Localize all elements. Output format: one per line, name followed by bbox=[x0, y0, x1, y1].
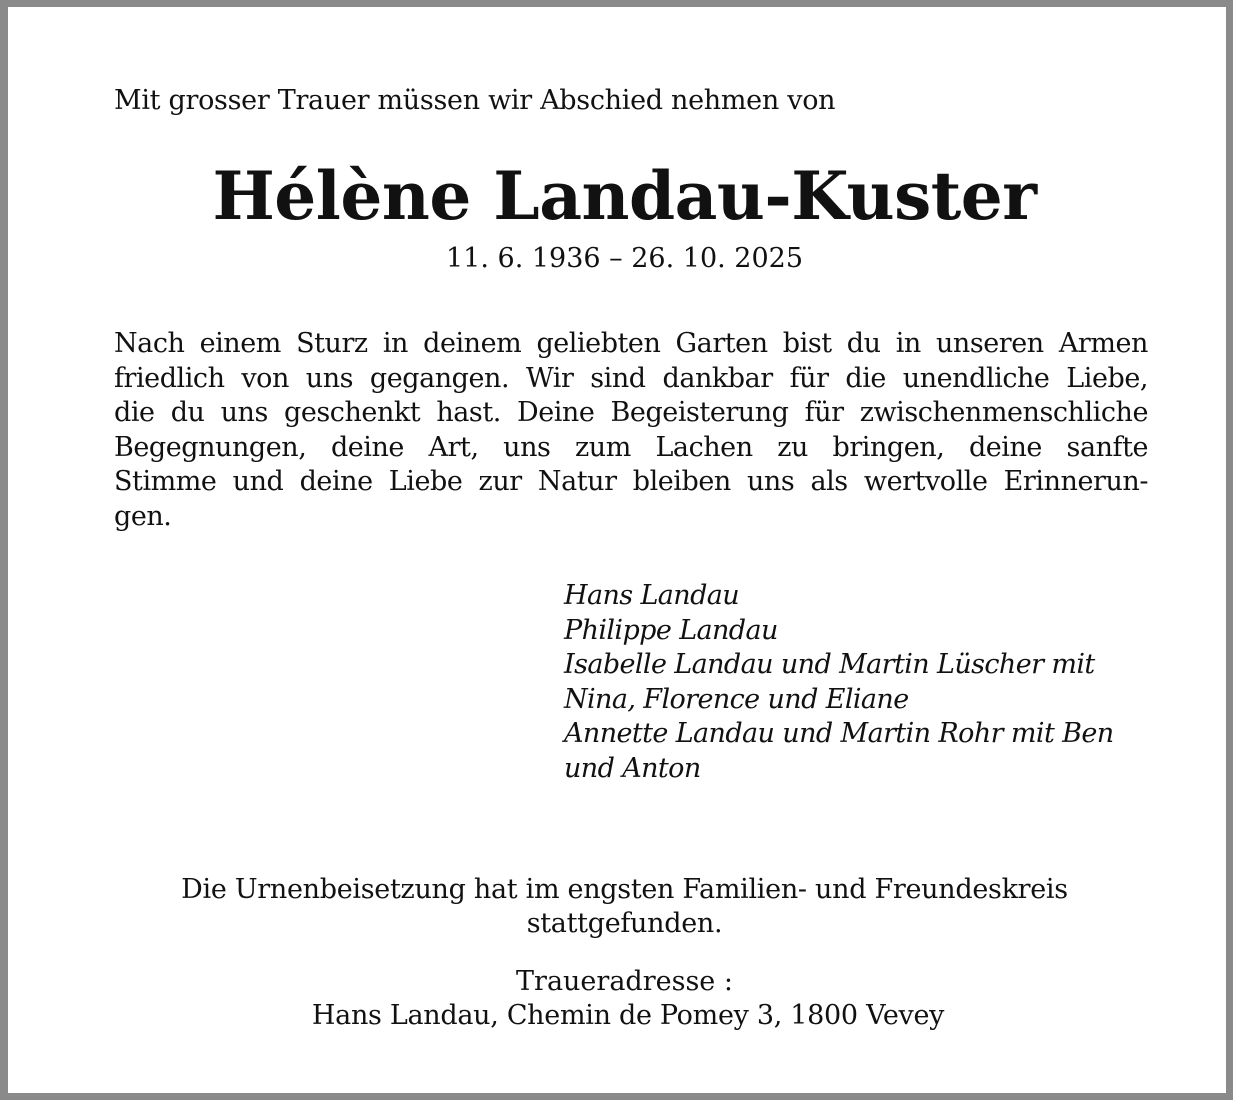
mourner-entry: und Anton bbox=[564, 752, 701, 784]
burial-line: Die Urnenbeisetzung hat im engsten Familien- und Freundeskreis bbox=[181, 874, 1068, 905]
body-line: die du uns geschenkt hast. Deine Begeisterung für zwischenmenschliche bbox=[114, 397, 1148, 428]
body-line: friedlich von uns gegangen. Wir sind dankbar für die unendliche Liebe, bbox=[114, 362, 1148, 394]
body-line: Begegnungen, deine Art, uns zum Lachen zu bringen, deine sanfte bbox=[114, 431, 1148, 463]
intro-text: Mit grosser Trauer müssen wir Abschied nehmen von bbox=[114, 85, 836, 116]
mourner-entry: Hans Landau bbox=[564, 580, 740, 611]
body-line: Stimme und deine Liebe zur Natur bleiben uns als wertvolle Erinnerun- bbox=[114, 466, 1148, 497]
mourner-entry: Nina, Florence und Eliane bbox=[564, 683, 909, 715]
mourning-address: Hans Landau, Chemin de Pomey 3, 1800 Vevey bbox=[311, 1000, 945, 1031]
mourner-entry: Annette Landau und Martin Rohr mit Ben bbox=[564, 718, 1114, 749]
mourners-list bbox=[564, 579, 1164, 786]
mourner-entry: Isabelle Landau und Martin Lüscher mit bbox=[564, 649, 1095, 680]
address-label: Traueradresse : bbox=[516, 966, 733, 997]
burial-line: stattgefunden. bbox=[526, 908, 723, 939]
life-dates: 11. 6. 1936 – 26. 10. 2025 bbox=[446, 243, 803, 274]
deceased-name: Hélène Landau-Kuster bbox=[212, 157, 1037, 235]
body-line: Nach einem Sturz in deinem geliebten Garten bist du in unseren Armen bbox=[114, 328, 1148, 359]
obituary-body bbox=[114, 327, 1148, 534]
burial-notice bbox=[8, 873, 1233, 941]
mourner-entry: Philippe Landau bbox=[564, 614, 778, 646]
body-line: gen. bbox=[114, 500, 172, 532]
